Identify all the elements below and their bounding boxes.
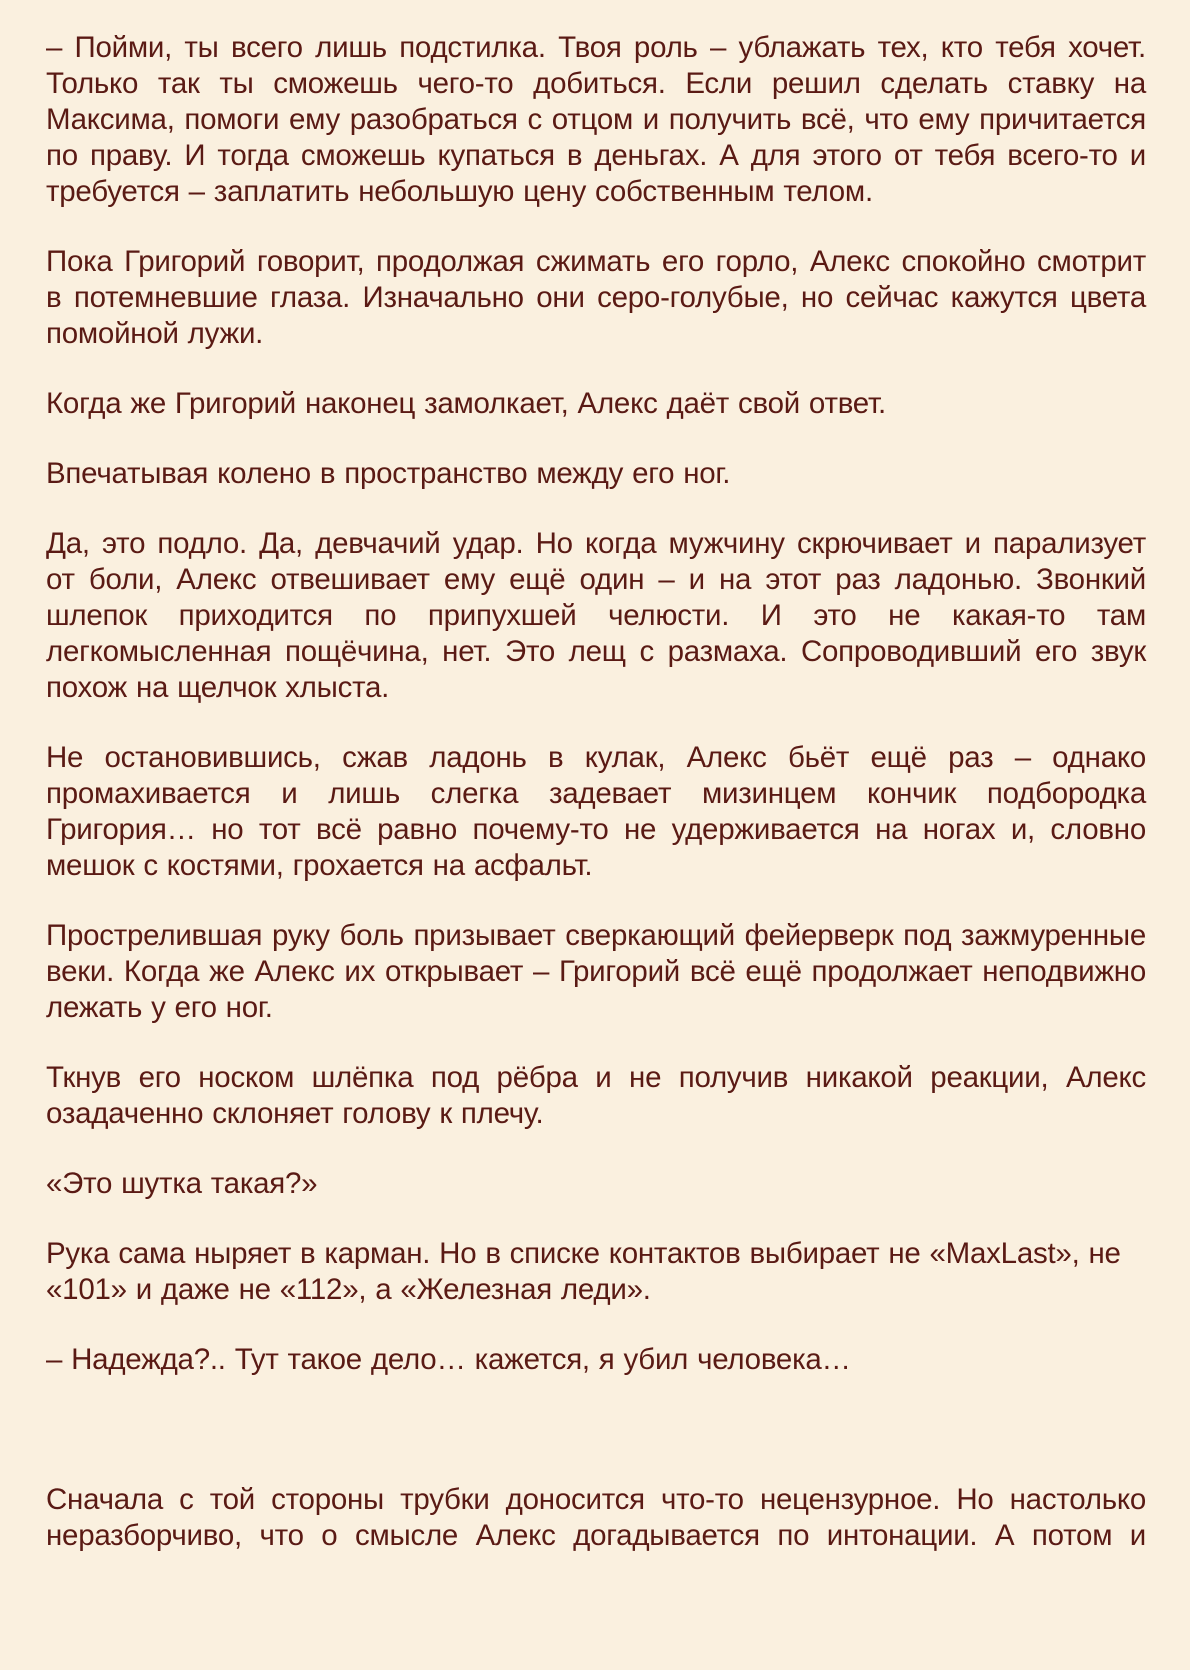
- final-paragraph: Сначала с той стороны трубки доносится что-то нецензурное. Но настолько неразборчиво, что о смысле Алекс догадывается по интонации. А потом и: [46, 1483, 1146, 1552]
- paragraph-2: Пока Григорий говорит, продолжая сжимать его горло, Алекс спокойно смотрит в потемневшие глаза. Изначально они серо-голубые, но сейчас кажутся цвета помойной лужи.: [46, 245, 1146, 350]
- contacts-line-2: «101» и даже не «112», а «Железная леди».: [46, 1273, 651, 1306]
- phone-line: – Надежда?.. Тут такое дело… кажется, я убил человека…: [46, 1343, 851, 1376]
- contacts-line-1: Рука сама ныряет в карман. Но в списке контактов выбирает не «MaxLast», не: [46, 1237, 1121, 1270]
- section-break: [46, 1412, 1146, 1482]
- paragraph-6: Не остановившись, сжав ладонь в кулак, Алекс бьёт ещё раз – однако промахивается и лишь слегка задевает мизинцем кончик подбородка Григория… но тот всё равно почему-то не удерживается на ногах и, словно мешок с костями, грохается на асфальт.: [46, 741, 1146, 882]
- paragraph-7: Прострелившая руку боль призывает сверкающий фейерверк под зажмуренные веки. Когда же Алекс их открывает – Григорий всё ещё продолжает неподвижно лежать у его ног.: [46, 919, 1146, 1024]
- contacts-paragraph: [46, 1236, 1146, 1308]
- paragraph-8: Ткнув его носком шлёпка под рёбра и не получив никакой реакции, Алекс озадаченно склоняет голову к плечу.: [46, 1061, 1146, 1130]
- paragraph-9: «Это шутка такая?»: [46, 1167, 318, 1200]
- paragraph-4: Впечатывая колено в пространство между его ног.: [46, 457, 731, 490]
- paragraph-5: Да, это подло. Да, девчачий удар. Но когда мужчину скрючивает и парализует от боли, Алекс отвешивает ему ещё один – и на этот раз ладонью. Звонкий шлепок приходится по припухшей челюсти. И это не какая-то там легкомысленная пощёчина, нет. Это лещ с размаха. Сопроводивший его звук похож на щелчок хлыста.: [46, 527, 1146, 704]
- paragraph-1: – Пойми, ты всего лишь подстилка. Твоя роль – ублажать тех, кто тебя хочет. Только так ты сможешь чего-то добиться. Если решил сделать ставку на Максима, помоги ему разобраться с отцом и получить всё, что ему причитается по праву. И тогда сможешь купаться в деньгах. А для этого от тебя всего-то и требуется – заплатить небольшую цену собственным телом.: [46, 31, 1146, 208]
- paragraph-3: Когда же Григорий наконец замолкает, Алекс даёт свой ответ.: [46, 387, 886, 420]
